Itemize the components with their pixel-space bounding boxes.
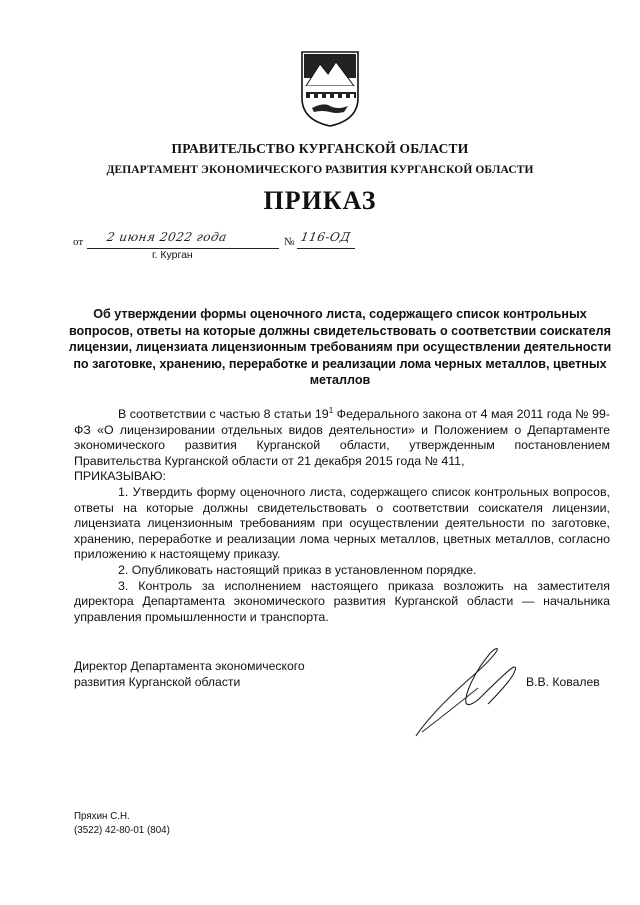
order-word: ПРИКАЗЫВАЮ: [74,469,166,484]
government-title: ПРАВИТЕЛЬСТВО КУРГАНСКОЙ ОБЛАСТИ [171,141,469,156]
order-item-2: 2. Опубликовать настоящий приказ в установленном порядке. [118,562,477,577]
order-date-number-line [73,230,373,252]
preamble-text-b: Федерального закона от 4 мая 2011 года № 99-ФЗ «О лицензировании отдельных видов деятельности» и Положением о Департаменте экономического развития Курганской области, утвержденным постановлением Правительства Курганской области от 21 декабря 2015 года № 411, [74,407,611,468]
signer-position-line-1: Директор Департамента экономического [74,659,305,673]
coat-of-arms-icon [300,50,360,128]
executor-phone: (3522) 42-80-01 (804) [74,825,170,836]
handwritten-number: 116-ОД [299,230,352,244]
number-underline [297,248,355,249]
signer-name: В.В. Ковалев [526,675,600,689]
order-body [74,407,610,625]
order-item-3: 3. Контроль за исполнением настоящего приказа возложить на заместителя директора Департамента экономического развития Курганской области — начальника управления промышленности и транспорта. [74,578,610,624]
date-from-label: от [73,236,84,248]
order-subject: Об утверждении формы оценочного листа, содержащего список контрольных вопросов, ответы на которые должны свидетельствовать о соответствии соискателя лицензии, лицензиата лицензионным требованиям при осуществлении деятельности по заготовке, хранению, переработке и реализации лома черных металлов, цветных металлов [68,307,612,387]
handwritten-date: 2 июня 2022 года [105,230,229,244]
number-label: № [284,236,295,248]
document-type-title: ПРИКАЗ [263,186,377,215]
department-title: ДЕПАРТАМЕНТ ЭКОНОМИЧЕСКОГО РАЗВИТИЯ КУРГАНСКОЙ ОБЛАСТИ [106,164,534,176]
order-item-1: 1. Утвердить форму оценочного листа, содержащего список контрольных вопросов, ответы на которые должны свидетельствовать о соответствии соискателя лицензии, лицензиата лицензионным требованиям при осуществлении деятельности по заготовке, хранению, переработке и реализации лома черных металлов, цветных металлов, согласно приложению к настоящему приказу. [74,484,610,562]
city-label: г. Курган [152,249,193,261]
preamble-paragraph [74,407,610,469]
signer-position-line-2: развития Курганской области [74,675,241,689]
handwritten-signature [408,628,528,748]
executor-info [74,810,170,838]
signer-position [74,658,305,690]
preamble-text-a: В соответствии с частью 8 статьи 19 [118,407,329,421]
executor-name: Пряхин С.Н. [74,811,130,822]
article-superscript: 1 [328,405,334,415]
